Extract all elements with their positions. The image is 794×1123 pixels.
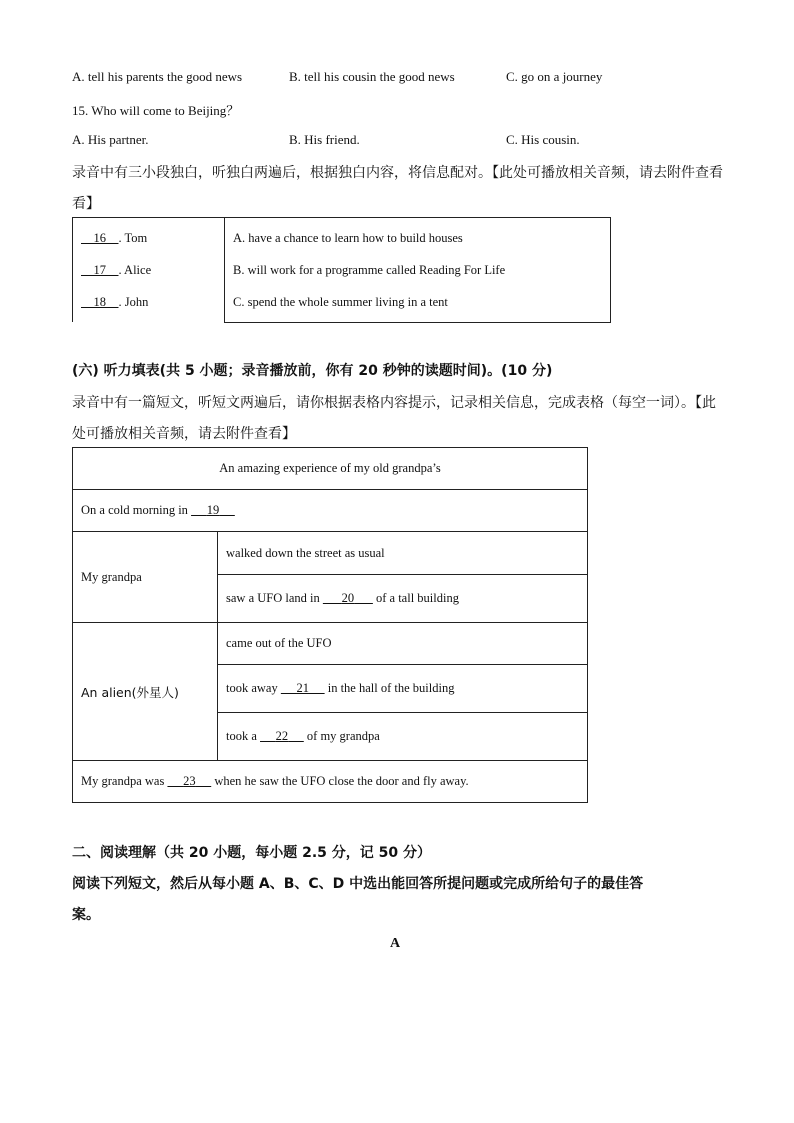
match-instruction-1: 录音中有三小段独白，听独白两遍后，根据独白内容，将信息配对。【此处可播放相关音频，请去附件查看 <box>72 165 723 181</box>
fill-in-table <box>72 447 588 803</box>
match-right-column <box>225 218 611 323</box>
q14-option-c: C. go on a journey <box>506 69 603 84</box>
q14-option-a: A. tell his parents the good news <box>72 69 243 84</box>
blank-21[interactable]: 21 <box>296 681 309 695</box>
table-title: An amazing experience of my old grandpa’s <box>73 448 588 490</box>
section6-instruction-2: 处可播放相关音频，请去附件查看】 <box>72 426 296 442</box>
blank-20[interactable]: 20 <box>341 591 355 605</box>
part2-instruction-1: 阅读下列短文，然后从每小题 A、B、C、D 中选出能回答所提问题或完成所给句子的最佳答 <box>72 876 644 892</box>
q15-question: 15. Who will come to Beijing？ <box>72 103 240 118</box>
match-left-column <box>73 218 225 323</box>
part2-heading: 二、阅读理解（共 20 小题，每小题 2.5 分，记 50 分） <box>72 845 432 861</box>
match-right-c: C. spend the whole summer living in a tent <box>233 294 448 309</box>
match-left-18: 18 . John <box>93 295 149 309</box>
grandpa-label: My grandpa <box>73 532 218 623</box>
section6-heading: (六) 听力填表(共 5 小题；录音播放前，你有 20 秒钟的读题时间)。(10 分) <box>72 363 553 379</box>
match-left-17: 17 . Alice <box>93 263 152 277</box>
grandpa-row-1: walked down the street as usual <box>218 532 588 575</box>
q15-option-c: C. His cousin. <box>506 132 580 147</box>
alien-label: An alien(外星人) <box>73 623 218 761</box>
passage-label: A <box>390 936 401 951</box>
alien-row-2: took away 21 in the hall of the building <box>218 665 588 713</box>
blank-22[interactable]: 22 <box>275 729 289 743</box>
row-23: My grandpa was 23 when he saw the UFO close the door and fly away. <box>73 761 588 803</box>
match-right-a: A. have a chance to learn how to build houses <box>233 230 463 245</box>
q15-option-a: A. His partner. <box>72 132 149 147</box>
part2-instruction-2: 案。 <box>72 907 100 923</box>
section6-instruction-1: 录音中有一篇短文，听短文两遍后，请你根据表格内容提示，记录相关信息，完成表格（每空一词）。【此 <box>72 395 716 411</box>
alien-row-3: took a 22 of my grandpa <box>218 713 588 761</box>
blank-19[interactable]: 19 <box>206 503 220 517</box>
matching-table <box>72 217 611 323</box>
q14-option-b: B. tell his cousin the good news <box>289 69 455 84</box>
blank-23[interactable]: 23 <box>183 774 196 788</box>
match-right-b: B. will work for a programme called Reading For Life <box>233 262 506 277</box>
alien-row-1: came out of the UFO <box>218 623 588 665</box>
match-left-16: 16 . Tom <box>93 231 148 245</box>
q15-option-b: B. His friend. <box>289 132 360 147</box>
grandpa-row-2: saw a UFO land in 20 of a tall building <box>218 575 588 623</box>
row-19: On a cold morning in 19 <box>73 490 588 532</box>
match-instruction-2: 看】 <box>72 196 100 212</box>
